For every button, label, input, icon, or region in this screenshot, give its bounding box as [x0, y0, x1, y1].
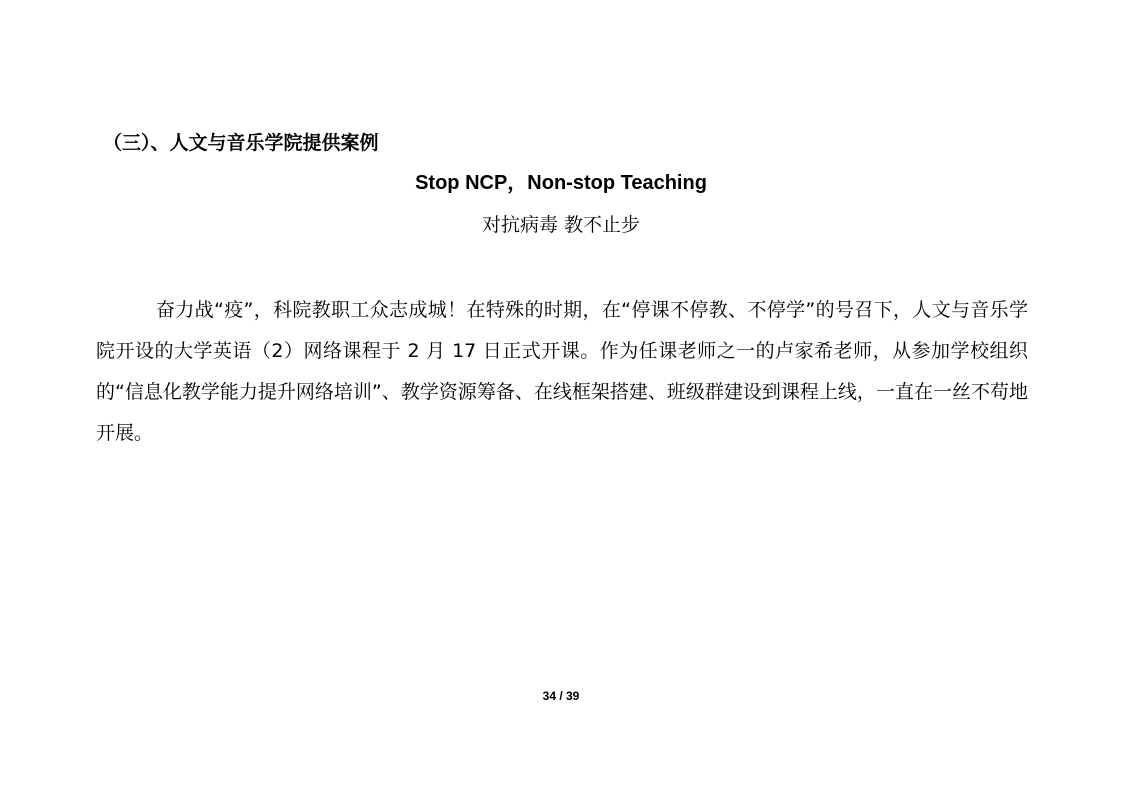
- page-number: 34 / 39: [542, 689, 580, 703]
- section-heading: （三）、人文与音乐学院提供案例: [103, 132, 379, 154]
- english-title: Stop NCP，Non-stop Teaching: [415, 172, 707, 194]
- body-paragraph: 奋力战“疫”，科院教职工众志成城！在特殊的时期，在“停课不停教、不停学”的号召下，人文与音乐学院开设的大学英语（2）网络课程于 2 月 17 日正式开课。作为任课老师之一的卢家希老师，从参加学校组织的“信息化教学能力提升网络培训”、教学资源筹备、在线框架搭建、班级群建设到课程上线，一直在一丝不苟地开展。: [96, 299, 1028, 444]
- chinese-subtitle: 对抗病毒 教不止步: [481, 214, 641, 236]
